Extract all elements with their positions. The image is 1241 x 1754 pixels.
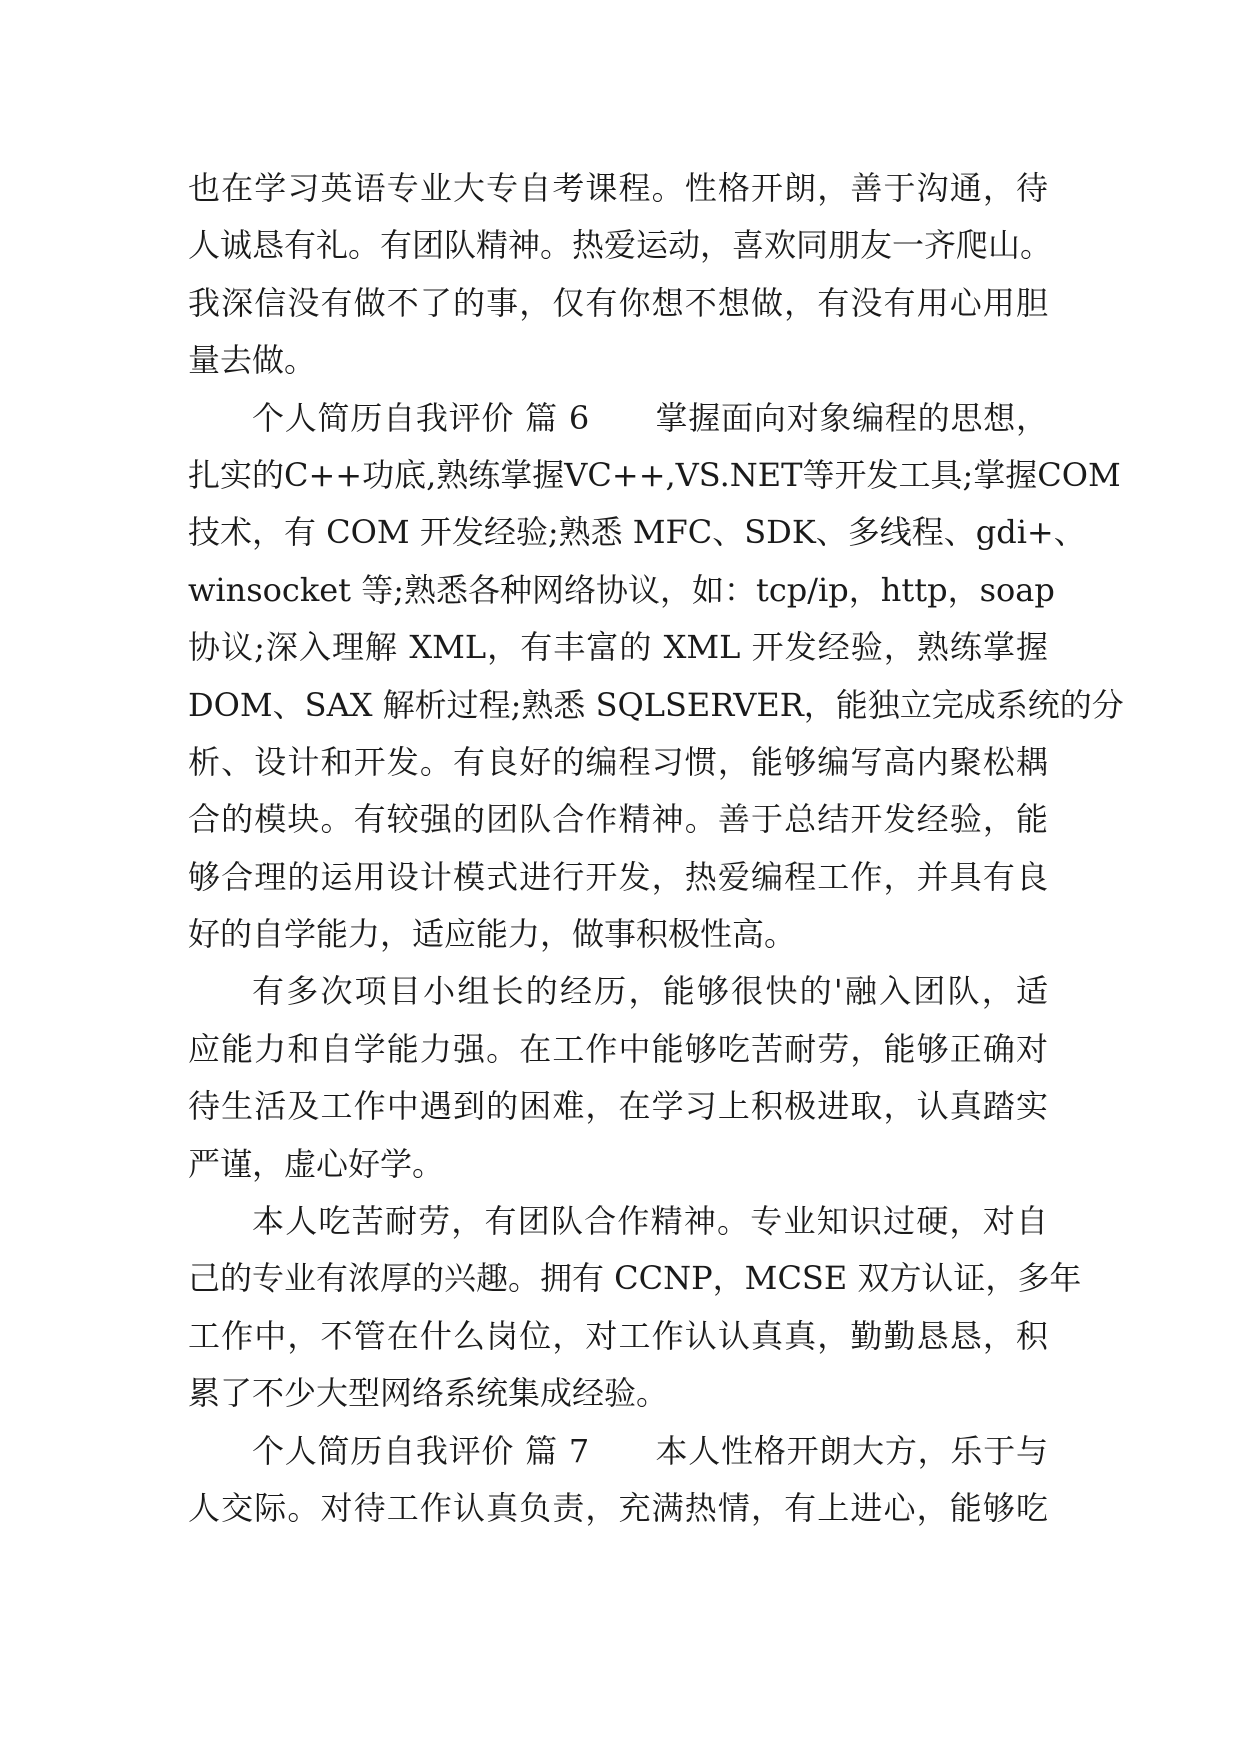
text-line: 协议;深入理解 XML，有丰富的 XML 开发经验，熟练掌握 bbox=[188, 628, 1048, 667]
text-line: 好的自学能力，适应能力，做事积极性高。 bbox=[188, 915, 797, 954]
text-line: DOM、SAX 解析过程;熟悉 SQLSERVER，能独立完成系统的分 bbox=[188, 685, 1124, 724]
text-line: 本人吃苦耐劳，有团队合作精神。专业知识过硬，对自 bbox=[252, 1202, 1048, 1241]
text-line: 严谨，虚心好学。 bbox=[188, 1144, 445, 1183]
text-line: 有多次项目小组长的经历，能够很快的'融入团队，适 bbox=[252, 972, 1048, 1011]
text-line: winsocket 等;熟悉各种网络协议，如：tcp/ip，http，soap bbox=[188, 570, 1055, 609]
text-line: 我深信没有做不了的事，仅有你想不想做，有没有用心用胆 bbox=[188, 283, 1048, 322]
text-line: 析、设计和开发。有良好的编程习惯，能够编写高内聚松耦 bbox=[188, 742, 1048, 781]
text-line: 累了不少大型网络系统集成经验。 bbox=[188, 1374, 669, 1413]
text-line: 扎实的C++功底,熟练掌握VC++,VS.NET等开发工具;掌握COM bbox=[188, 455, 1121, 494]
document-body bbox=[188, 160, 1124, 1537]
text-line: 也在学习英语专业大专自考课程。性格开朗，善于沟通，待 bbox=[188, 169, 1048, 207]
text-line: 应能力和自学能力强。在工作中能够吃苦耐劳，能够正确对 bbox=[188, 1029, 1048, 1068]
text-line: 工作中，不管在什么岗位，对工作认认真真，勤勤恳恳，积 bbox=[188, 1316, 1048, 1355]
text-line: 个人简历自我评价 篇 6 掌握面向对象编程的思想， bbox=[252, 398, 1048, 437]
text-line: 个人简历自我评价 篇 7 本人性格开朗大方，乐于与 bbox=[252, 1431, 1048, 1470]
text-line: 技术，有 COM 开发经验;熟悉 MFC、SDK、多线程、gdi+、 bbox=[188, 513, 1086, 552]
text-line: 人交际。对待工作认真负责，充满热情，有上进心，能够吃 bbox=[188, 1488, 1048, 1527]
text-line: 人诚恳有礼。有团队精神。热爱运动，喜欢同朋友一齐爬山。 bbox=[188, 226, 1053, 265]
text-line: 己的专业有浓厚的兴趣。拥有 CCNP，MCSE 双方认证，多年 bbox=[188, 1259, 1082, 1298]
text-line: 量去做。 bbox=[188, 341, 317, 380]
text-line: 待生活及工作中遇到的困难，在学习上积极进取，认真踏实 bbox=[188, 1087, 1048, 1126]
text-line: 合的模块。有较强的团队合作精神。善于总结开发经验，能 bbox=[188, 800, 1048, 839]
text-line: 够合理的运用设计模式进行开发，热爱编程工作，并具有良 bbox=[188, 857, 1048, 896]
